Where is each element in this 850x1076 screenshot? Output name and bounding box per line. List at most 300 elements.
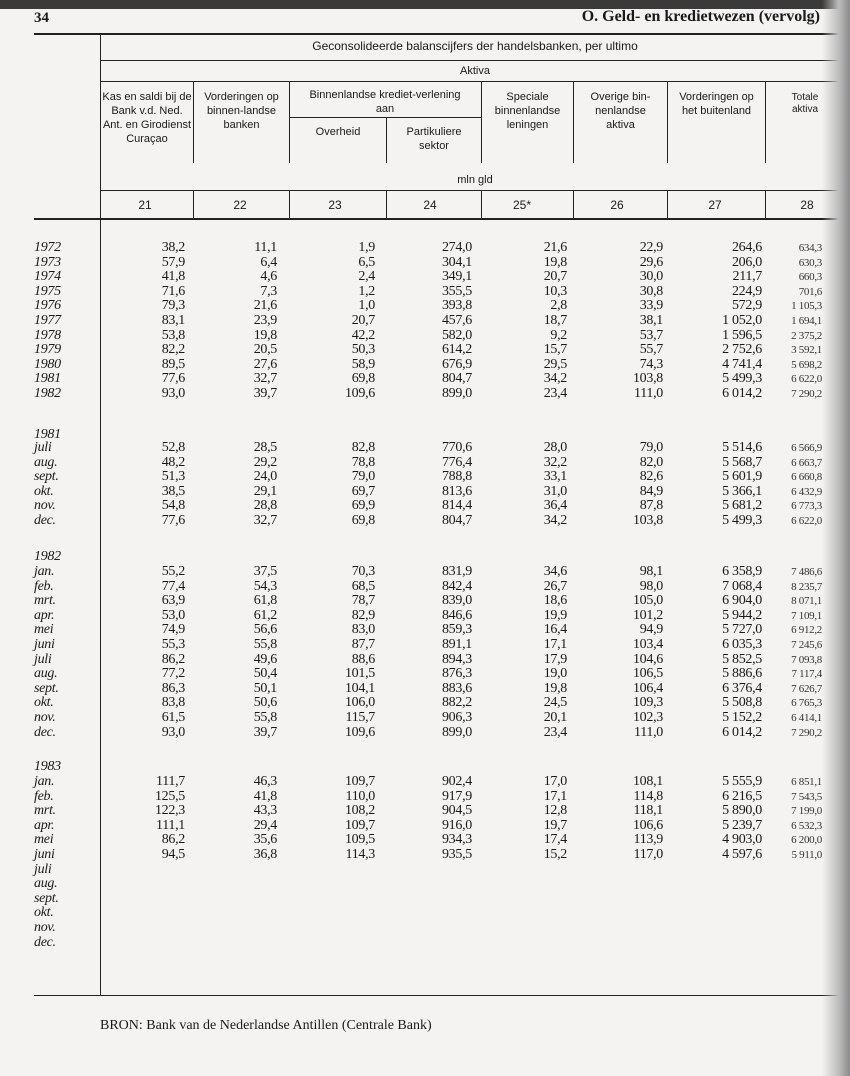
period-group-label: 1982 [34, 549, 61, 564]
row-period: dec. [34, 513, 56, 528]
table-row [0, 653, 850, 668]
cell-col-26: 103,8 [632, 513, 663, 528]
period-group-label: 1981 [34, 427, 61, 442]
cell-col-25: 20,7 [543, 269, 567, 285]
cell-col-27: 5 499,3 [722, 371, 762, 387]
cell-col-26: 113,9 [633, 832, 663, 848]
cell-col-23: 110,0 [345, 788, 375, 804]
cell-col-26: 105,0 [632, 593, 663, 609]
cell-col-23: 6,5 [358, 254, 375, 270]
cell-col-21: 53,0 [161, 607, 185, 623]
table-row [0, 441, 850, 456]
cell-col-24: 935,5 [441, 847, 472, 862]
cell-col-25: 29,5 [543, 356, 567, 372]
cell-col-25: 15,2 [543, 847, 567, 862]
cell-col-28: 7 486,6 [791, 566, 822, 578]
cell-col-28: 7 290,2 [791, 726, 822, 739]
table-row [0, 372, 850, 387]
cell-col-22: 50,6 [253, 695, 277, 711]
cell-col-27: 5 366,1 [722, 483, 762, 499]
cell-col-24: 904,5 [441, 803, 472, 819]
cell-col-25: 36,4 [543, 498, 567, 514]
cell-col-27: 5 508,8 [722, 695, 762, 711]
cell-col-22: 39,7 [253, 386, 277, 401]
rule [34, 218, 850, 220]
cell-col-25: 10,3 [543, 283, 567, 299]
row-period: aug. [34, 876, 58, 892]
cell-col-27: 4 903,0 [722, 832, 762, 848]
cell-col-27: 4 597,6 [722, 847, 762, 862]
table-row [0, 358, 850, 373]
cell-col-25: 19,0 [543, 666, 567, 682]
col-divider [765, 190, 766, 218]
cell-col-26: 98,1 [639, 564, 663, 579]
cell-col-27: 1 596,5 [722, 327, 762, 343]
row-period: 1974 [34, 269, 61, 285]
row-period: jan. [34, 774, 55, 789]
cell-col-28: 701,6 [798, 285, 822, 298]
table-row [0, 819, 850, 834]
cell-col-21: 89,5 [161, 356, 185, 372]
table-row [0, 343, 850, 358]
table-row [0, 565, 850, 580]
table-row [0, 314, 850, 329]
cell-col-28: 6 765,3 [791, 697, 822, 710]
cell-col-21: 53,8 [161, 327, 185, 343]
cell-col-28: 660,3 [798, 271, 822, 284]
cell-col-28: 7 626,7 [791, 682, 822, 695]
cell-col-25: 12,8 [543, 803, 567, 819]
cell-col-26: 101,2 [632, 607, 663, 623]
cell-col-24: 274,0 [441, 240, 472, 255]
cell-col-28: 6 414,1 [791, 712, 822, 724]
cell-col-28: 6 851,1 [791, 776, 822, 788]
table-row [0, 790, 850, 805]
cell-col-27: 5 886,6 [722, 666, 762, 682]
cell-col-21: 77,2 [161, 666, 185, 682]
cell-col-25: 23,4 [543, 386, 567, 401]
row-period: juli [34, 651, 52, 667]
cell-col-26: 103,4 [632, 637, 663, 652]
cell-col-21: 55,3 [161, 637, 185, 652]
cell-col-26: 30,0 [639, 269, 663, 285]
cell-col-27: 6 035,3 [722, 637, 762, 652]
table-row [0, 804, 850, 819]
cell-col-21: 77,6 [161, 371, 185, 387]
table-row [0, 711, 850, 726]
rule [100, 190, 850, 191]
cell-col-21: 52,8 [161, 440, 185, 455]
cell-col-25: 19,9 [543, 607, 567, 623]
cell-col-24: 831,9 [441, 564, 472, 579]
col-divider [573, 190, 574, 218]
cell-col-28: 8 071,1 [791, 595, 822, 608]
row-period: mei [34, 622, 54, 638]
table-row [0, 682, 850, 697]
cell-col-27: 5 944,2 [722, 607, 762, 623]
cell-col-27: 5 727,0 [722, 622, 762, 638]
header-col-27: Vorderingen op het buitenland [679, 91, 754, 117]
cell-col-25: 17,1 [543, 637, 567, 652]
cell-col-23: 42,2 [351, 327, 375, 343]
table-row [0, 726, 850, 741]
cell-col-26: 111,0 [634, 386, 663, 401]
cell-col-24: 304,1 [441, 254, 472, 270]
cell-col-22: 49,6 [253, 651, 277, 667]
cell-col-27: 6 014,2 [722, 386, 762, 401]
row-period: apr. [34, 607, 55, 623]
cell-col-22: 35,6 [253, 832, 277, 848]
cell-col-28: 5 911,0 [791, 849, 822, 861]
rule [289, 117, 481, 118]
cell-col-22: 24,0 [253, 469, 277, 485]
cell-col-24: 355,5 [441, 283, 472, 299]
cell-col-26: 84,9 [639, 483, 663, 499]
cell-col-28: 7 093,8 [791, 653, 822, 666]
header-col-24: Partikuliere sektor [406, 126, 462, 152]
cell-col-21: 71,6 [161, 283, 185, 299]
cell-col-21: 38,2 [161, 240, 185, 255]
row-period: sept. [34, 469, 59, 485]
column-number: 22 [233, 198, 247, 212]
cell-col-23: 70,3 [351, 564, 375, 579]
cell-col-22: 7,3 [260, 283, 277, 299]
cell-col-21: 93,0 [161, 724, 185, 740]
cell-col-21: 61,5 [161, 710, 185, 725]
cell-col-21: 55,2 [161, 564, 185, 579]
cell-col-24: 891,1 [441, 637, 472, 652]
cell-col-24: 842,4 [441, 578, 472, 594]
cell-col-26: 111,0 [634, 724, 663, 740]
cell-col-22: 50,1 [253, 680, 277, 696]
cell-col-23: 109,5 [344, 832, 375, 848]
cell-col-24: 788,8 [441, 469, 472, 485]
row-period: 1975 [34, 283, 61, 299]
cell-col-24: 859,3 [441, 622, 472, 638]
table-row [0, 485, 850, 500]
cell-col-25: 17,9 [543, 651, 567, 667]
cell-col-27: 572,9 [731, 298, 762, 314]
cell-col-21: 83,8 [161, 695, 185, 711]
cell-col-28: 7 290,2 [791, 388, 822, 400]
cell-col-26: 106,5 [632, 666, 663, 682]
col-divider [667, 190, 668, 218]
cell-col-23: 68,5 [351, 578, 375, 594]
cell-col-25: 32,2 [543, 454, 567, 470]
cell-col-22: 39,7 [253, 724, 277, 740]
cell-col-21: 41,8 [161, 269, 185, 285]
cell-col-21: 83,1 [161, 313, 185, 328]
cell-col-26: 38,1 [639, 313, 663, 328]
cell-col-24: 899,0 [441, 724, 472, 740]
cell-col-23: 69,8 [351, 371, 375, 387]
cell-col-22: 28,5 [253, 440, 277, 455]
table-row [0, 906, 850, 921]
cell-col-27: 6 376,4 [722, 680, 762, 696]
cell-col-28: 8 235,7 [791, 580, 822, 593]
cell-col-26: 87,8 [639, 498, 663, 514]
row-period: mei [34, 832, 54, 848]
cell-col-26: 29,6 [639, 254, 663, 270]
cell-col-21: 86,2 [161, 832, 185, 848]
cell-col-24: 934,3 [441, 832, 472, 848]
header-col-23-24: Binnenlandse krediet-verlening aan [309, 89, 461, 115]
cell-col-23: 82,9 [351, 607, 375, 623]
row-period: okt. [34, 695, 54, 711]
table-row [0, 921, 850, 936]
table-row [0, 387, 850, 402]
row-period: dec. [34, 724, 56, 740]
column-number: 21 [138, 198, 152, 212]
cell-col-22: 61,8 [253, 593, 277, 609]
cell-col-23: 109,6 [344, 386, 375, 401]
cell-col-25: 34,2 [543, 371, 567, 387]
table-row [0, 623, 850, 638]
cell-col-23: 2,4 [358, 269, 375, 285]
cell-col-24: 582,0 [441, 327, 472, 343]
cell-col-24: 917,9 [441, 788, 472, 804]
cell-col-24: 676,9 [441, 356, 472, 372]
row-period: feb. [34, 788, 54, 804]
cell-col-23: 78,8 [351, 454, 375, 470]
cell-col-25: 28,0 [543, 440, 567, 455]
cell-col-28: 6 912,2 [791, 624, 822, 637]
cell-col-21: 86,3 [161, 680, 185, 696]
table-row [0, 514, 850, 529]
cell-col-28: 6 622,0 [791, 373, 822, 386]
table-row [0, 594, 850, 609]
cell-col-21: 54,8 [161, 498, 185, 514]
cell-col-23: 1,0 [358, 298, 375, 314]
cell-col-21: 57,9 [161, 254, 185, 270]
table-row [0, 775, 850, 790]
cell-col-28: 6 773,3 [791, 500, 822, 513]
cell-col-28: 3 592,1 [791, 344, 822, 357]
cell-col-25: 15,7 [543, 342, 567, 358]
row-period: 1972 [34, 240, 61, 255]
header-col-21: Kas en saldi bij de Bank v.d. Ned. Ant. en Girodienst Curaçao [102, 91, 192, 145]
cell-col-24: 804,7 [441, 513, 472, 528]
table-row [0, 285, 850, 300]
page-number: 34 [34, 10, 49, 26]
cell-col-22: 54,3 [253, 578, 277, 594]
row-period: feb. [34, 578, 54, 594]
cell-col-21: 77,4 [161, 578, 185, 594]
period-group-label: 1983 [34, 759, 61, 774]
cell-col-23: 78,7 [351, 593, 375, 609]
col-divider [289, 81, 290, 163]
col-divider [289, 190, 290, 218]
cell-col-25: 2,8 [550, 298, 567, 314]
cell-col-23: 82,8 [351, 440, 375, 455]
table-row [0, 270, 850, 285]
row-period: aug. [34, 454, 58, 470]
section-title: O. Geld- en kredietwezen (vervolg) [581, 8, 820, 25]
cell-col-22: 46,3 [253, 774, 277, 789]
cell-col-27: 6 358,9 [722, 564, 762, 579]
row-period: sept. [34, 890, 59, 906]
cell-col-26: 117,0 [633, 847, 663, 862]
cell-col-21: 63,9 [161, 593, 185, 609]
table-row [0, 580, 850, 595]
cell-col-26: 79,0 [639, 440, 663, 455]
row-period: 1980 [34, 356, 61, 372]
cell-col-23: 50,3 [351, 342, 375, 358]
cell-col-23: 104,1 [344, 680, 375, 696]
cell-col-26: 22,9 [639, 240, 663, 255]
cell-col-22: 55,8 [253, 710, 277, 725]
table-row [0, 638, 850, 653]
cell-col-25: 21,6 [543, 240, 567, 255]
cell-col-22: 11,1 [254, 240, 277, 255]
cell-col-26: 118,1 [633, 803, 663, 819]
cell-col-23: 83,0 [351, 622, 375, 638]
cell-col-21: 82,2 [161, 342, 185, 358]
row-period: nov. [34, 498, 56, 514]
cell-col-25: 34,2 [543, 513, 567, 528]
table-row [0, 696, 850, 711]
unit-label: mln gld [457, 174, 493, 186]
cell-col-21: 93,0 [161, 386, 185, 401]
column-number: 28 [800, 198, 814, 212]
row-period: 1981 [34, 371, 61, 387]
cell-col-27: 5 601,9 [722, 469, 762, 485]
cell-col-28: 6 660,8 [791, 471, 822, 484]
cell-col-26: 106,4 [632, 680, 663, 696]
col-divider [765, 81, 766, 163]
cell-col-28: 5 698,2 [791, 358, 822, 371]
table-row [0, 470, 850, 485]
cell-col-25: 9,2 [550, 327, 567, 343]
cell-col-26: 104,6 [632, 651, 663, 667]
cell-col-21: 111,7 [156, 774, 185, 789]
cell-col-22: 29,2 [253, 454, 277, 470]
cell-col-24: 804,7 [441, 371, 472, 387]
cell-col-28: 1 105,3 [791, 300, 822, 313]
cell-col-28: 6 432,9 [791, 485, 822, 498]
table-row [0, 936, 850, 951]
cell-col-25: 20,1 [543, 710, 567, 725]
cell-col-27: 6 014,2 [722, 724, 762, 740]
cell-col-24: 883,6 [441, 680, 472, 696]
cell-col-23: 20,7 [351, 313, 375, 328]
rule [100, 60, 850, 61]
header-col-23: Overheid [315, 126, 361, 138]
cell-col-24: 916,0 [441, 817, 472, 833]
cell-col-23: 115,7 [345, 710, 375, 725]
cell-col-23: 1,2 [358, 283, 375, 299]
table-row [0, 499, 850, 514]
rule [100, 81, 850, 82]
table-title: Geconsolideerde balanscijfers der handelsbanken, per ultimo [312, 39, 638, 53]
column-number: 27 [708, 198, 722, 212]
cell-col-24: 846,6 [441, 607, 472, 623]
cell-col-22: 37,5 [253, 564, 277, 579]
cell-col-28: 7 117,4 [791, 668, 822, 681]
cell-col-26: 53,7 [639, 327, 663, 343]
cell-col-23: 79,0 [351, 469, 375, 485]
cell-col-25: 16,4 [543, 622, 567, 638]
cell-col-26: 98,0 [639, 578, 663, 594]
cell-col-24: 770,6 [441, 440, 472, 455]
cell-col-27: 206,0 [731, 254, 762, 270]
cell-col-22: 41,8 [253, 788, 277, 804]
cell-col-28: 630,3 [798, 256, 822, 269]
cell-col-24: 899,0 [441, 386, 472, 401]
cell-col-22: 55,8 [253, 637, 277, 652]
cell-col-27: 5 152,2 [722, 710, 762, 725]
cell-col-23: 109,7 [344, 774, 375, 789]
table-row [0, 329, 850, 344]
aktiva-header: Aktiva [460, 65, 490, 77]
cell-col-26: 33,9 [639, 298, 663, 314]
cell-col-23: 101,5 [344, 666, 375, 682]
cell-col-22: 6,4 [260, 254, 277, 270]
row-period: juni [34, 847, 55, 862]
cell-col-22: 19,8 [253, 327, 277, 343]
row-period: juli [34, 440, 52, 455]
cell-col-21: 125,5 [154, 788, 185, 804]
cell-col-24: 876,3 [441, 666, 472, 682]
cell-col-23: 109,6 [344, 724, 375, 740]
cell-col-23: 69,7 [351, 483, 375, 499]
row-period: apr. [34, 817, 55, 833]
cell-col-24: 393,8 [441, 298, 472, 314]
cell-col-24: 906,3 [441, 710, 472, 725]
cell-col-24: 882,2 [441, 695, 472, 711]
cell-col-26: 108,1 [632, 774, 663, 789]
cell-col-26: 106,6 [632, 817, 663, 833]
column-number: 24 [423, 198, 437, 212]
cell-col-25: 17,4 [543, 832, 567, 848]
row-period: 1979 [34, 342, 61, 358]
cell-col-26: 114,8 [633, 788, 663, 804]
cell-col-28: 1 694,1 [791, 315, 822, 327]
column-number: 23 [328, 198, 342, 212]
cell-col-23: 109,7 [344, 817, 375, 833]
cell-col-22: 56,6 [253, 622, 277, 638]
cell-col-22: 50,4 [253, 666, 277, 682]
cell-col-22: 23,9 [253, 313, 277, 328]
cell-col-28: 634,3 [798, 242, 822, 254]
row-period: sept. [34, 680, 59, 696]
cell-col-24: 902,4 [441, 774, 472, 789]
col-divider [193, 190, 194, 218]
cell-col-25: 24,5 [543, 695, 567, 711]
cell-col-25: 19,7 [543, 817, 567, 833]
cell-col-24: 894,3 [441, 651, 472, 667]
cell-col-22: 29,4 [253, 817, 277, 833]
cell-col-22: 61,2 [253, 607, 277, 623]
cell-col-27: 5 239,7 [722, 817, 762, 833]
cell-col-27: 5 681,2 [722, 498, 762, 514]
table-bottom-rule [34, 995, 850, 996]
cell-col-27: 5 568,7 [722, 454, 762, 470]
cell-col-27: 264,6 [731, 240, 762, 255]
cell-col-24: 813,6 [441, 483, 472, 499]
row-period: mrt. [34, 803, 56, 819]
cell-col-21: 51,3 [161, 469, 185, 485]
cell-col-27: 6 904,0 [722, 593, 762, 609]
cell-col-24: 814,4 [441, 498, 472, 514]
cell-col-28: 6 532,3 [791, 819, 822, 832]
row-period: nov. [34, 920, 56, 935]
cell-col-22: 32,7 [253, 513, 277, 528]
cell-col-21: 111,1 [156, 817, 185, 833]
table-row [0, 863, 850, 878]
cell-col-27: 6 216,5 [722, 788, 762, 804]
cell-col-26: 82,6 [639, 469, 663, 485]
